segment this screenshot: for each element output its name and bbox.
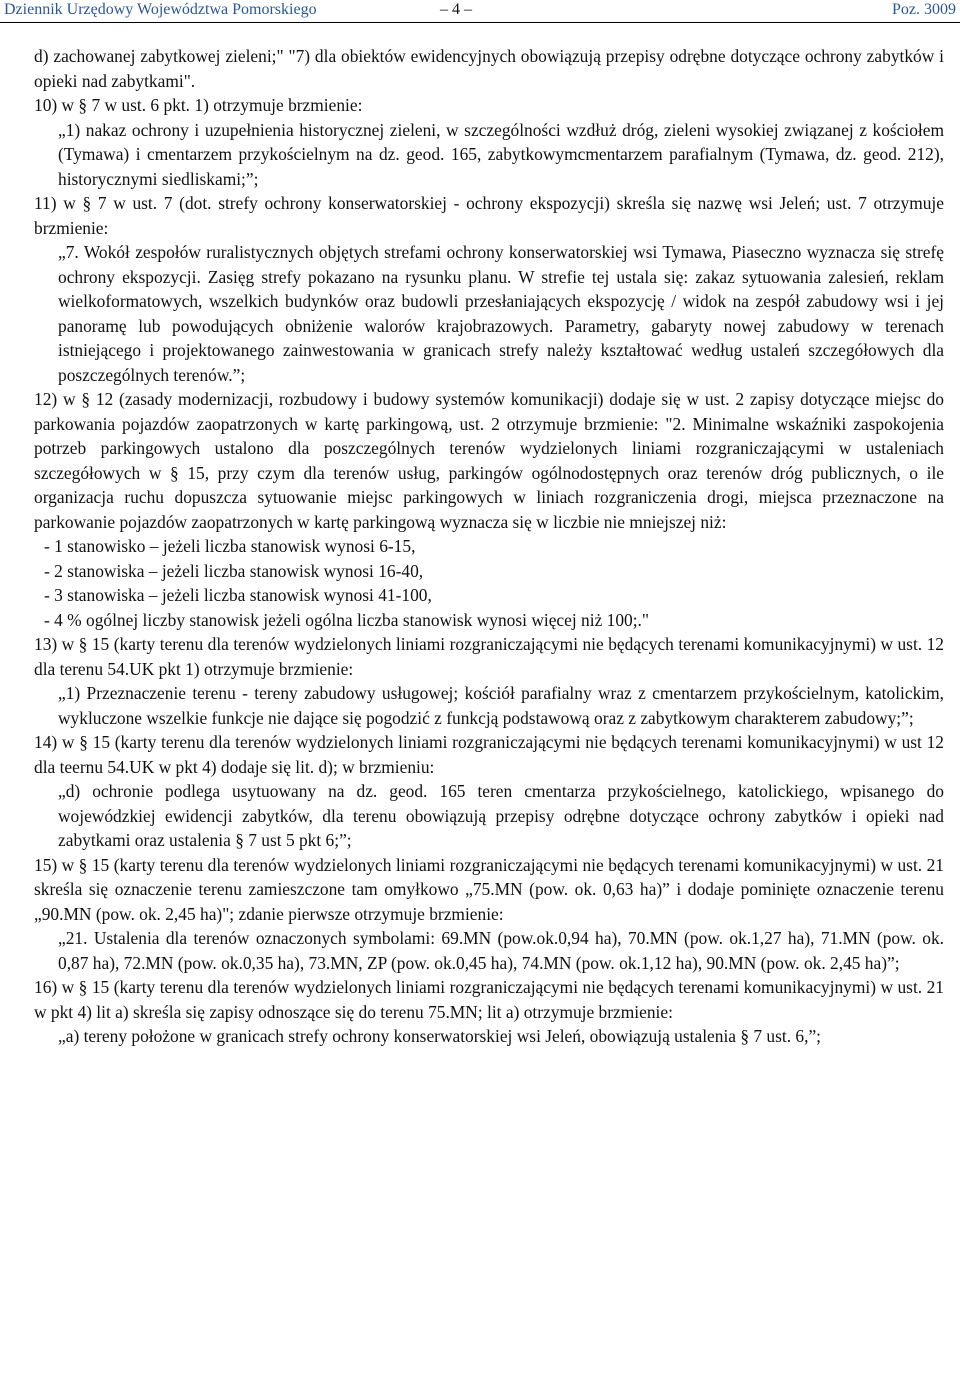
paragraph: 16) w § 15 (karty terenu dla terenów wydzielonych liniami rozgraniczającymi nie będących terenami komunikacyjnymi) w ust. 21 w pkt 4) lit a) skreśla się zapisy odnoszące się do terenu 75.MN; lit a) otrzymuje brzmienie: — [34, 977, 944, 1022]
paragraph: 11) w § 7 w ust. 7 (dot. strefy ochrony konserwatorskiej - ochrony ekspozycji) skreśla się nazwę wsi Jeleń; ust. 7 otrzymuje brzmienie: — [34, 193, 944, 238]
paragraph: 13) w § 15 (karty terenu dla terenów wydzielonych liniami rozgraniczającymi nie będących terenami komunikacyjnymi) w ust. 12 dla terenu 54.UK pkt 1) otrzymuje brzmienie: — [34, 634, 944, 679]
position-number: Poz. 3009 — [892, 1, 956, 18]
journal-title: Dziennik Urzędowy Województwa Pomorskiego — [4, 1, 317, 18]
quoted-paragraph: „1) Przeznaczenie terenu - tereny zabudowy usługowej; kościół parafialny wraz z cmentarzem przykościelnym, katolickim, wykluczone wszelkie funkcje nie dające się pogodzić z funkcją podstawową oraz z zabytkowym charakterem zabudowy;”; — [58, 683, 944, 728]
paragraph: d) zachowanej zabytkowej zieleni;" "7) dla obiektów ewidencyjnych obowiązują przepisy odrębne dotyczące ochrony zabytków i opieki nad zabytkami". — [34, 46, 944, 91]
paragraph: 12) w § 12 (zasady modernizacji, rozbudowy i budowy systemów komunikacji) dodaje się w ust. 2 zapisy dotyczące miejsc do parkowania pojazdów zaopatrzonych w kartę parkingową, ust. 2 otrzymuje brzmienie: "2. Minimalne wskaźniki zaspokojenia potrzeb parkingowych ustalono dla poszczególnych terenów wydzielonych liniami rozgraniczającymi w ustaleniach szczegółowych w § 15, przy czym dla terenów usług, parkingów ogólnodostępnych oraz terenów dróg publicznych, o ile organizacja ruchu dopuszcza sytuowanie miejsc parkingowych w liniach rozgraniczenia drogi, miejsca przeznaczone na parkowanie pojazdów zaopatrzonych w kartę parkingową wyznacza się w liczbie nie mniejszej niż: — [34, 389, 944, 532]
quoted-paragraph: „a) tereny położone w granicach strefy ochrony konserwatorskiej wsi Jeleń, obowiązują ustalenia § 7 ust. 6,”; — [58, 1026, 822, 1046]
quoted-paragraph: „1) nakaz ochrony i uzupełnienia historycznej zieleni, w szczególności wzdłuż dróg, zieleni wysokiej związanej z kościołem (Tymawa) i cmentarzem przykościelnym na dz. geod. 165, zabytkowymcmentarzem parafialnym (Tymawa, dz. geod. 212), historycznymi siedliskami;”; — [58, 119, 944, 189]
list-item: - 1 stanowisko – jeżeli liczba stanowisk wynosi 6-15, — [44, 536, 416, 556]
quoted-paragraph: „7. Wokół zespołów ruralistycznych objętych strefami ochrony konserwatorskiej wsi Tymawa, Piaseczno wyznacza się strefę ochrony ekspozycji. Zasięg strefy pokazano na rysunku planu. W strefie tej ustala się: zakaz sytuowania zalesień, reklam wielkoformatowych, wszelkich budynków oraz budowli przesłaniających ekspozycję / widok na zespół zabudowy wsi i jej panoramę lub powodujących obniżenie walorów krajobrazowych. Parametry, gabaryty nowej zabudowy w terenach istniejącego i projektowanego zainwestowania w granicach strefy należy kształtować według ustaleń szczegółowych dla poszczególnych terenów.”; — [58, 242, 944, 385]
page-number: – 4 – — [440, 1, 472, 18]
page-header — [0, 0, 960, 23]
list-item: - 4 % ogólnej liczby stanowisk jeżeli ogólna liczba stanowisk wynosi więcej niż 100;." — [44, 609, 650, 630]
paragraph: 14) w § 15 (karty terenu dla terenów wydzielonych liniami rozgraniczającymi nie będących terenami komunikacyjnymi) w ust 12 dla teernu 54.UK w pkt 4) dodaje się lit. d); w brzmieniu: — [34, 732, 944, 777]
quoted-paragraph: „21. Ustalenia dla terenów oznaczonych symbolami: 69.MN (pow.ok.0,94 ha), 70.MN (pow. ok.1,27 ha), 71.MN (pow. ok. 0,87 ha), 72.MN (pow. ok.0,35 ha), 73.MN, ZP (pow. ok.0,45 ha), 74.MN (pow. ok.1,12 ha), 90.MN (pow. ok. 2,45 ha)”; — [58, 928, 944, 973]
paragraph: 15) w § 15 (karty terenu dla terenów wydzielonych liniami rozgraniczającymi nie będących terenami komunikacyjnymi) w ust. 21 skreśla się oznaczenie terenu zamieszczone tam omyłkowo „75.MN (pow. ok. 0,63 ha)” i dodaje pominięte oznaczenie terenu „90.MN (pow. ok. 2,45 ha)"; zdanie pierwsze otrzymuje brzmienie: — [34, 854, 944, 924]
quoted-paragraph: „d) ochronie podlega usytuowany na dz. geod. 165 teren cmentarza przykościelnego, katolickiego, wpisanego do wojewódzkiej ewidencji zabytków, dla terenu obowiązują przepisy odrębne dotyczące ochrony zabytków i opieki nad zabytkami oraz ustalenia § 7 ust 5 pkt 6;”; — [58, 781, 944, 850]
list-item: - 3 stanowiska – jeżeli liczba stanowisk wynosi 41-100, — [44, 585, 432, 605]
document-body — [34, 44, 944, 1049]
list-item: - 2 stanowiska – jeżeli liczba stanowisk wynosi 16-40, — [44, 560, 424, 581]
paragraph: 10) w § 7 w ust. 6 pkt. 1) otrzymuje brzmienie: — [34, 95, 363, 115]
